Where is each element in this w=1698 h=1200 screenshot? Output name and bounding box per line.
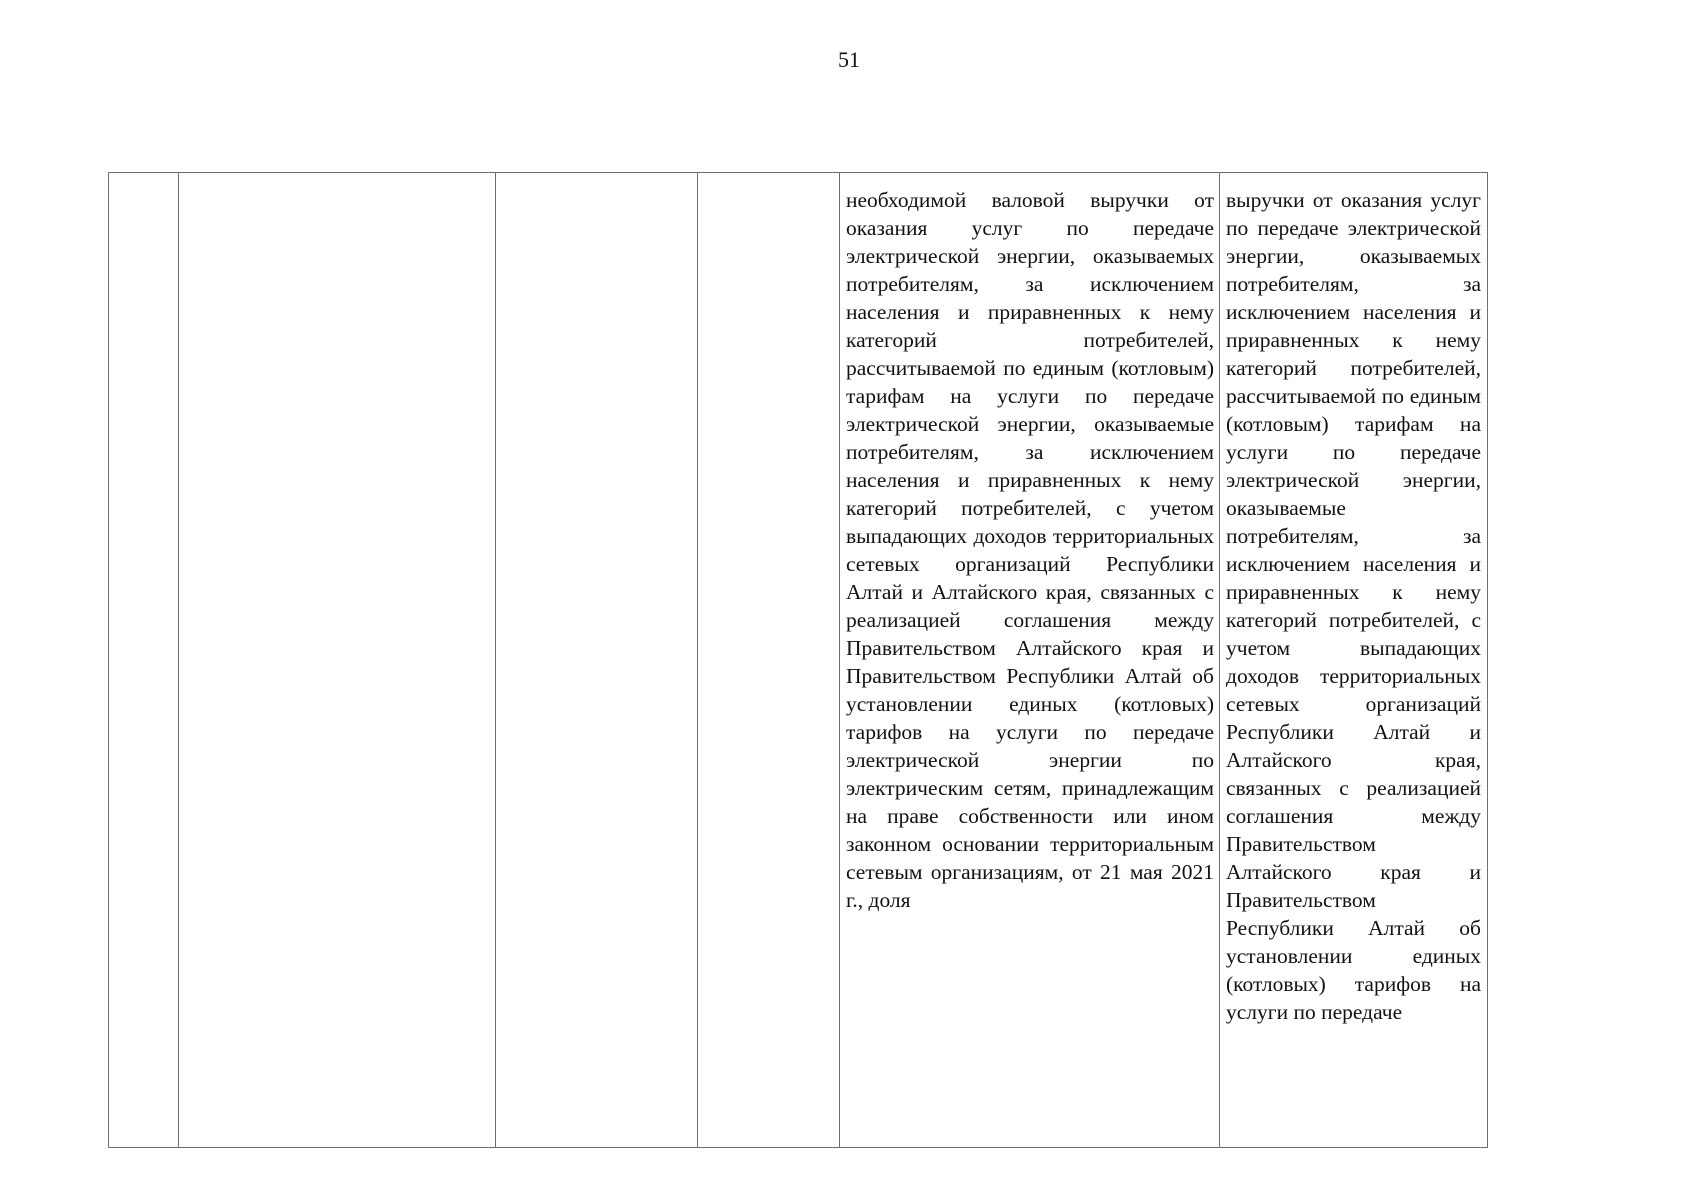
table-row (109, 173, 1488, 1148)
table-cell-value (698, 173, 840, 1148)
table-cell-unit (496, 173, 698, 1148)
cell-text (109, 173, 178, 186)
page-number: 51 (838, 47, 860, 72)
table-cell-indicator-description (840, 173, 1220, 1148)
indicator-description-text: необходимой валовой выручки от оказания услуг по передаче электрической энергии, оказываемых потребителям, за исключением населения и приравненных к нему категорий потребителей, рассчитываемой по единым (котловым) тарифам на услуги по передаче электрической энергии, оказываемые потребителям, за исключением населения и приравненных к нему категорий потребителей, с учетом выпадающих доходов территориальных сетевых организаций Республики Алтай и Алтайского края, связанных с реализацией соглашения между Правительством Алтайского края и Правительством Республики Алтай об установлении единых (котловых) тарифов на услуги по передаче электрической энергии по электрическим сетям, принадлежащим на праве собственности или ином законном основании территориальным сетевым организациям, от 21 мая 2021 г., доля (846, 188, 1214, 912)
document-table (108, 172, 1488, 1148)
cell-text (698, 173, 839, 186)
table-cell-number (109, 173, 179, 1148)
cell-text (179, 173, 495, 186)
cell-text (496, 173, 697, 186)
calculation-method-text: выручки от оказания услуг по передаче электрической энергии, оказываемых потребителям, за исключением населения и приравненных к нему категорий потребителей, рассчитываемой по единым (котловым) тарифам на услуги по передаче электрической энергии, оказываемые потребителям, за исключением населения и приравненных к нему категорий потребителей, с учетом выпадающих доходов территориальных сетевых организаций Республики Алтай и Алтайского края, связанных с реализацией соглашения между Правительством Алтайского края и Правительством Республики Алтай об установлении единых (котловых) тарифов на услуги по передаче (1226, 188, 1481, 1024)
table-cell-name (179, 173, 496, 1148)
table-cell-calculation-method (1220, 173, 1488, 1148)
